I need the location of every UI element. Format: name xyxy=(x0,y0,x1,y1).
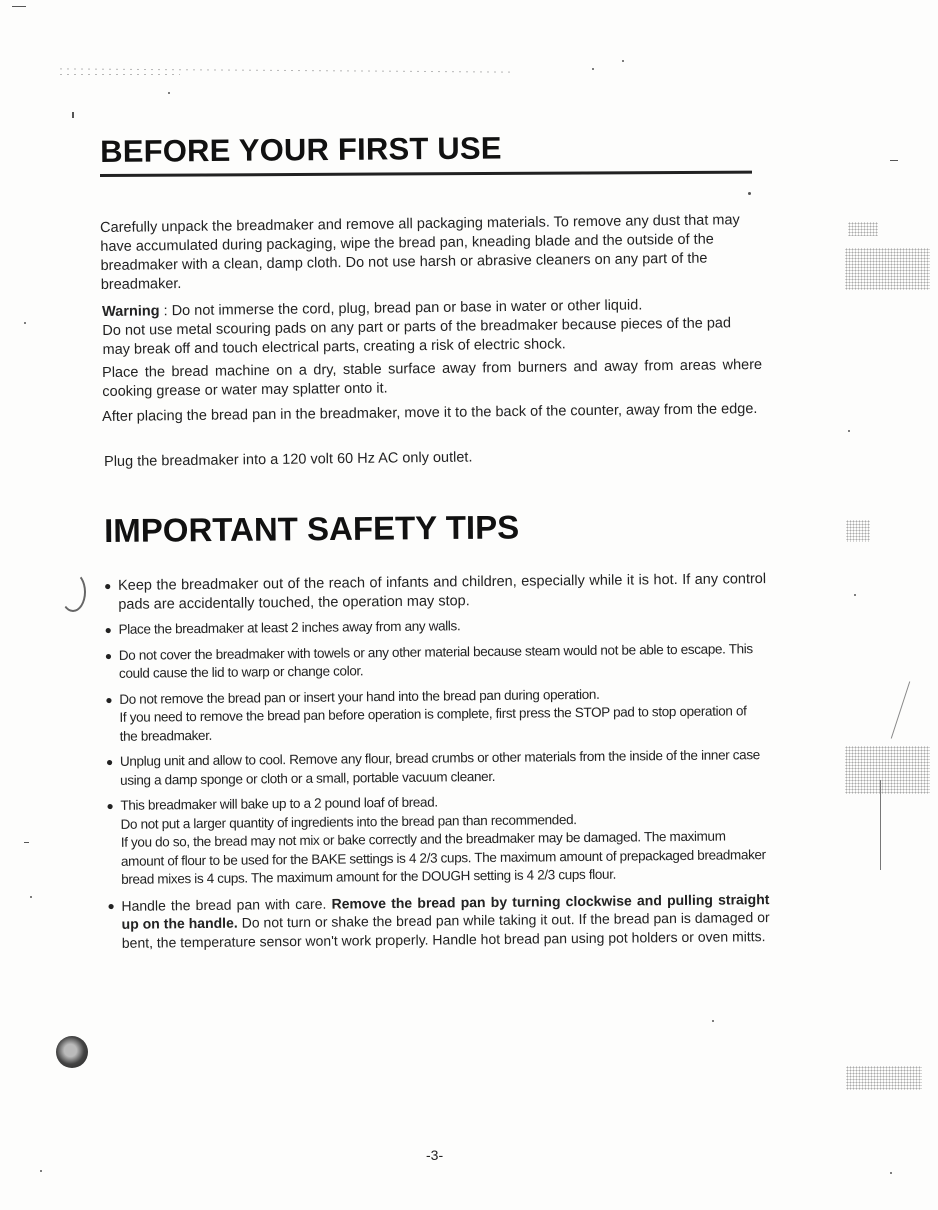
punch-hole-mark xyxy=(60,572,86,612)
scan-noise-top xyxy=(60,68,510,72)
warning-paragraph xyxy=(102,295,763,360)
safety-tips-list xyxy=(104,570,770,959)
scan-speckle xyxy=(24,322,26,324)
list-item xyxy=(106,746,768,790)
scan-speckle xyxy=(592,68,594,70)
tip-text: Do not cover the breadmaker with towels or any other material because steam would not be able to escape. This could cause the lid to warp or change color. xyxy=(118,640,753,681)
page-number: -3- xyxy=(426,1147,444,1163)
scan-speckle xyxy=(12,6,26,7)
bullet-icon: ● xyxy=(107,898,115,913)
scan-speckle xyxy=(168,92,170,94)
bullet-icon: ● xyxy=(106,798,114,813)
safety-tips-heading: IMPORTANT SAFETY TIPS xyxy=(104,508,520,549)
scan-speckle xyxy=(30,896,32,898)
list-item xyxy=(105,640,767,684)
scan-speckle xyxy=(890,160,898,161)
warning-text-scouring: Do not use metal scouring pads on any part or parts of the breadmaker because pieces of the pad may break off and touch electrical parts, creating a risk of electric shock. xyxy=(102,315,732,358)
scan-speckle xyxy=(24,842,29,843)
scan-edge-line xyxy=(880,780,881,870)
before-first-use-heading: BEFORE YOUR FIRST USE xyxy=(100,130,502,169)
bullet-icon: ● xyxy=(105,692,113,707)
after-placing-instructions: After placing the bread pan in the breadmaker, move it to the back of the counter, away from the edge. xyxy=(102,400,758,425)
scan-speckle xyxy=(40,1170,42,1172)
tip-text: Place the breadmaker at least 2 inches away from any walls. xyxy=(118,618,461,637)
scan-speckle xyxy=(848,430,850,432)
warning-label: Warning xyxy=(102,303,160,320)
scan-dither xyxy=(846,1066,922,1090)
list-item xyxy=(106,790,769,889)
scan-speckle xyxy=(748,192,751,195)
scan-dither xyxy=(848,222,878,236)
heading-divider xyxy=(100,171,752,177)
scan-speckle xyxy=(72,112,74,118)
scan-speckle xyxy=(854,594,856,596)
scan-speckle xyxy=(712,1020,714,1022)
bullet-icon: ● xyxy=(104,578,112,593)
list-item xyxy=(107,890,770,952)
scan-dither xyxy=(846,520,870,542)
plug-instructions: Plug the breadmaker into a 120 volt 60 Hz AC only outlet. xyxy=(104,449,473,470)
tip-text-flour: If you do so, the bread may not mix or bake correctly and the breadmaker may be damaged. The maximum amount of flour to be used for the BAKE settings is 4 2/3 cups. The maximum amount of prepackaged breadmaker bread mixes is 4 cups. The maximum amount for the DOUGH setting is 4 2/3 cups flour. xyxy=(120,828,766,887)
scan-dither xyxy=(845,746,930,794)
tip-text: This breadmaker will bake up to a 2 pound loaf of bread. xyxy=(120,794,438,813)
unpack-instructions: Carefully unpack the breadmaker and remove all packaging materials. To remove any dust that may have accumulated during packaging, wipe the bread pan, kneading blade and the outside of the breadmaker with a clean, damp cloth. Do not use harsh or abrasive cleaners on any part of the breadmaker. xyxy=(100,212,740,293)
tip-text-bold: Remove the bread pan by turning clockwise and pulling straight up on the handle. xyxy=(121,890,770,932)
tip-text: Keep the breadmaker out of the reach of infants and children, especially while it is hot. If any control pads are accidentally touched, the operation may stop. xyxy=(118,571,767,613)
scan-speckle xyxy=(622,60,624,62)
scan-noise-top-2 xyxy=(60,74,180,75)
tip-text: Unplug unit and allow to cool. Remove any flour, bread crumbs or other materials from the inside of the inner case using a damp sponge or cloth or a small, portable vacuum cleaner. xyxy=(119,747,760,788)
list-item xyxy=(104,570,766,614)
scan-edge-line xyxy=(891,681,910,738)
tip-text: Do not remove the bread pan or insert your hand into the bread pan during operation. xyxy=(119,686,600,707)
warning-text: : Do not immerse the cord, plug, bread pan or base in water or other liquid. xyxy=(159,297,643,320)
scan-dither xyxy=(845,248,930,290)
tip-text-stop: If you need to remove the bread pan before operation is complete, first press the STOP pad to stop operation of the breadmaker. xyxy=(119,703,747,744)
bullet-icon: ● xyxy=(104,648,112,663)
scan-speckle xyxy=(890,1172,892,1174)
tip-text: Handle the bread pan with care. xyxy=(121,895,332,914)
list-item xyxy=(105,684,768,746)
tip-text-quantity: Do not put a larger quantity of ingredients into the bread pan than recommended. xyxy=(120,811,577,832)
punch-hole-mark xyxy=(56,1036,88,1068)
list-item xyxy=(104,614,766,639)
bullet-icon: ● xyxy=(105,754,113,769)
bullet-icon: ● xyxy=(104,622,112,637)
tip-text-handling: Do not turn or shake the bread pan while taking it out. If the bread pan is damaged or bent, the temperature sensor won't work properly. Handle hot bread pan using pot holders or oven mitts. xyxy=(121,909,770,951)
placement-instructions: Place the bread machine on a dry, stable surface away from burners and away from areas where cooking grease or water may splatter onto it. xyxy=(102,356,763,400)
